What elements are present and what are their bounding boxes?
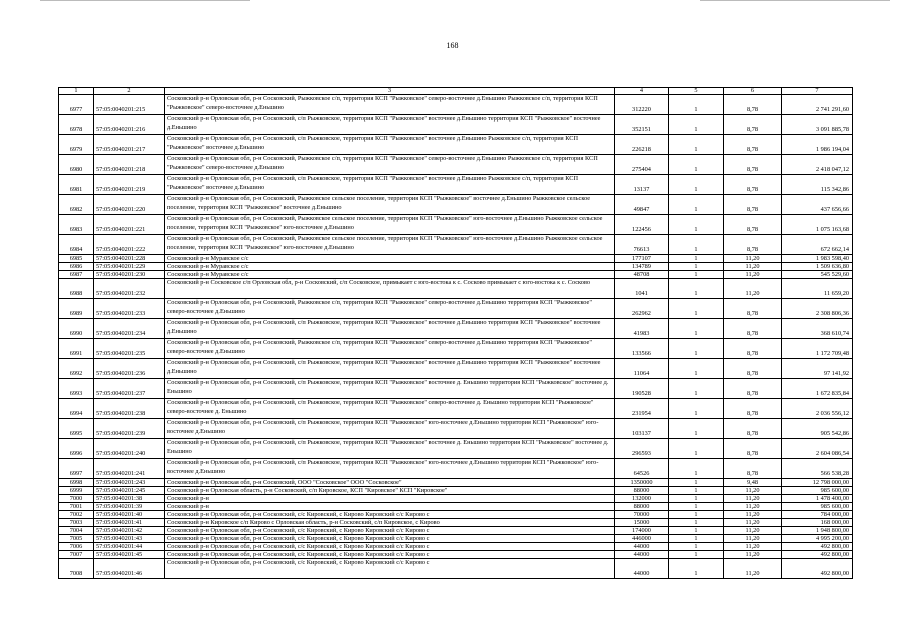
address-cell: Сосковский р-н Орловская обл, р-н Сосковский, с/с Кировский, с Кирово Кировский с/с Кирово с [165, 535, 615, 543]
row-number-cell: 6980 [59, 155, 94, 175]
price-cell: 115 342,86 [782, 175, 853, 195]
row-number-cell: 6990 [59, 319, 94, 339]
area-cell: 231954 [615, 399, 669, 419]
row-number-cell: 7001 [59, 503, 94, 511]
price-cell: 2 604 086,54 [782, 439, 853, 459]
price-cell: 368 610,74 [782, 319, 853, 339]
column-header: 1 [59, 88, 94, 95]
table-row [59, 195, 853, 215]
table-row [59, 135, 853, 155]
cadastral-number-cell: 57:05:0040201:233 [94, 299, 165, 319]
cadastral-number-cell: 57:05:0040201:220 [94, 195, 165, 215]
row-number-cell: 6989 [59, 299, 94, 319]
area-cell: 15000 [615, 519, 669, 527]
table-row [59, 271, 853, 279]
cadastral-number-cell: 57:05:0040201:239 [94, 419, 165, 439]
quantity-cell: 1 [669, 379, 724, 399]
table-row [59, 359, 853, 379]
row-number-cell: 7003 [59, 519, 94, 527]
cadastral-number-cell: 57:05:0040201:217 [94, 135, 165, 155]
row-number-cell: 6979 [59, 135, 94, 155]
cadastral-number-cell: 57:05:0040201:218 [94, 155, 165, 175]
area-cell: 177107 [615, 255, 669, 263]
cadastral-number-cell: 57:05:0040201:44 [94, 543, 165, 551]
row-number-cell: 7008 [59, 559, 94, 579]
area-cell: 352151 [615, 115, 669, 135]
quantity-cell: 1 [669, 299, 724, 319]
quantity-cell: 1 [669, 459, 724, 479]
scan-artifact-line-left [40, 0, 250, 1]
rate-cell: 11,20 [724, 263, 782, 271]
address-cell: Сосковский р-н Сосковское с/п Орловская обл, р-н Сосковский, с/п Сосковское, примыкает с юго-востока к с. Сосково примыкает с юго-востока к с. Сосково [165, 279, 615, 299]
quantity-cell: 1 [669, 175, 724, 195]
quantity-cell: 1 [669, 519, 724, 527]
address-cell: Сосковский р-н Орловская обл, р-н Сосковский, Рыжковское сельское поселение, территория КСП "Рыжковское" восточнее д.Еньшино Рыжковское сельское поселение, территория КСП "Рыжковское" восточнее д.Еньшино [165, 195, 615, 215]
quantity-cell: 1 [669, 195, 724, 215]
table-row [59, 215, 853, 235]
quantity-cell: 1 [669, 551, 724, 559]
quantity-cell: 1 [669, 215, 724, 235]
cadastral-number-cell: 57:05:0040201:43 [94, 535, 165, 543]
area-cell: 275404 [615, 155, 669, 175]
row-number-cell: 7000 [59, 495, 94, 503]
rate-cell: 8,78 [724, 319, 782, 339]
rate-cell: 11,20 [724, 535, 782, 543]
cadastral-number-cell: 57:05:0040201:243 [94, 479, 165, 487]
area-cell: 1350000 [615, 479, 669, 487]
price-cell: 1 948 800,00 [782, 527, 853, 535]
price-cell: 4 995 200,00 [782, 535, 853, 543]
row-number-cell: 6998 [59, 479, 94, 487]
rate-cell: 8,78 [724, 235, 782, 255]
table-header-row [59, 88, 853, 95]
address-cell: Сосковский р-н Орловская обл, р-н Сосковский, с/п Рыжковское, территория КСП "Рыжковское" восточнее д.Еньшино территория КСП "Рыжковское" восточнее д.Еньшино [165, 115, 615, 135]
address-cell: Сосковский р-н Муравское с/с [165, 271, 615, 279]
rate-cell: 8,78 [724, 155, 782, 175]
row-number-cell: 6986 [59, 263, 94, 271]
area-cell: 296593 [615, 439, 669, 459]
area-cell: 13137 [615, 175, 669, 195]
rate-cell: 8,78 [724, 195, 782, 215]
price-cell: 1 509 636,80 [782, 263, 853, 271]
price-cell: 905 542,86 [782, 419, 853, 439]
price-cell: 168 000,00 [782, 519, 853, 527]
address-cell: Сосковский р-н Орловская обл, р-н Сосковский, с/п Рыжковское, территория КСП "Рыжковское" северо-восточнее д. Еньшино территория КСП "Рыжковское" северо-восточнее д. Еньшино [165, 399, 615, 419]
row-number-cell: 6991 [59, 339, 94, 359]
area-cell: 134789 [615, 263, 669, 271]
cadastral-number-cell: 57:05:0040201:238 [94, 399, 165, 419]
rate-cell: 9,48 [724, 479, 782, 487]
row-number-cell: 6987 [59, 271, 94, 279]
column-header: 3 [165, 88, 615, 95]
address-cell: Сосковский р-н Орловская обл, р-н Сосковский, с/п Рыжковское, территория КСП "Рыжковское" восточнее д.Еньшино территория КСП "Рыжковское" восточнее д.Еньшино [165, 319, 615, 339]
address-cell: Сосковский р-н Муравское с/с [165, 263, 615, 271]
cadastral-number-cell: 57:05:0040201:234 [94, 319, 165, 339]
quantity-cell: 1 [669, 439, 724, 459]
price-cell: 672 662,14 [782, 235, 853, 255]
price-cell: 784 000,00 [782, 511, 853, 519]
row-number-cell: 6994 [59, 399, 94, 419]
row-number-cell: 6982 [59, 195, 94, 215]
area-cell: 122456 [615, 215, 669, 235]
table-row [59, 319, 853, 339]
price-cell: 985 600,00 [782, 487, 853, 495]
address-cell: Сосковский р-н Орловская обл, р-н Сосковский, Рыжковское сельское поселение, территория КСП "Рыжковское" юго-восточнее д.Еньшино Рыжковское сельское поселение, территория КСП "Рыжковское" юго-восточнее д.Еньшино [165, 215, 615, 235]
area-cell: 44000 [615, 543, 669, 551]
table-row [59, 339, 853, 359]
rate-cell: 8,78 [724, 175, 782, 195]
address-cell: Сосковский р-н Орловская обл, р-н Сосковский, ООО "Сосковское" ООО "Сосковское" [165, 479, 615, 487]
rate-cell: 11,20 [724, 271, 782, 279]
row-number-cell: 7007 [59, 551, 94, 559]
address-cell: Сосковский р-н Орловская обл, р-н Сосковский, с/с Кировский, с Кирово Кировский с/с Кирово с [165, 543, 615, 551]
address-cell: Сосковский р-н Орловская обл, р-н Сосковский, с/п Рыжковское, территория КСП "Рыжковское" восточнее д.Еньшино Рыжковское с/п, территория КСП "Рыжковское" восточнее д.Еньшино [165, 175, 615, 195]
row-number-cell: 6993 [59, 379, 94, 399]
area-cell: 44000 [615, 559, 669, 579]
rate-cell: 11,20 [724, 487, 782, 495]
price-cell: 566 538,28 [782, 459, 853, 479]
area-cell: 446000 [615, 535, 669, 543]
cadastral-number-cell: 57:05:0040201:245 [94, 487, 165, 495]
table-row [59, 439, 853, 459]
area-cell: 88000 [615, 503, 669, 511]
rate-cell: 8,78 [724, 459, 782, 479]
table-row [59, 527, 853, 535]
price-cell: 985 600,00 [782, 503, 853, 511]
row-number-cell: 6995 [59, 419, 94, 439]
quantity-cell: 1 [669, 339, 724, 359]
quantity-cell: 1 [669, 399, 724, 419]
price-cell: 437 656,66 [782, 195, 853, 215]
cadastral-number-cell: 57:05:0040201:38 [94, 495, 165, 503]
table-row [59, 519, 853, 527]
price-cell: 2 741 291,60 [782, 95, 853, 115]
area-cell: 44000 [615, 551, 669, 559]
table-row [59, 487, 853, 495]
table-row [59, 511, 853, 519]
quantity-cell: 1 [669, 535, 724, 543]
table-row [59, 419, 853, 439]
rate-cell: 8,78 [724, 215, 782, 235]
table-row [59, 459, 853, 479]
row-number-cell: 6996 [59, 439, 94, 459]
price-cell: 12 798 000,00 [782, 479, 853, 487]
cadastral-number-cell: 57:05:0040201:222 [94, 235, 165, 255]
quantity-cell: 1 [669, 115, 724, 135]
table-row [59, 543, 853, 551]
column-header: 2 [94, 88, 165, 95]
rate-cell: 8,78 [724, 135, 782, 155]
area-cell: 41983 [615, 319, 669, 339]
price-cell: 1 983 598,40 [782, 255, 853, 263]
quantity-cell: 1 [669, 279, 724, 299]
row-number-cell: 6984 [59, 235, 94, 255]
table-row [59, 115, 853, 135]
price-cell: 1 075 163,68 [782, 215, 853, 235]
rate-cell: 8,78 [724, 379, 782, 399]
cadastral-number-cell: 57:05:0040201:46 [94, 559, 165, 579]
table-row [59, 299, 853, 319]
area-cell: 1041 [615, 279, 669, 299]
address-cell: Сосковский р-н Орловская область, р-н Сосковский, с/п Кировское, КСП "Кировское" КСП "Кировское" [165, 487, 615, 495]
row-number-cell: 6992 [59, 359, 94, 379]
rate-cell: 11,20 [724, 559, 782, 579]
quantity-cell: 1 [669, 495, 724, 503]
quantity-cell: 1 [669, 487, 724, 495]
table-row [59, 535, 853, 543]
quantity-cell: 1 [669, 479, 724, 487]
address-cell: Сосковский р-н Орловская обл, р-н Сосковский, с/с Кировский, с Кирово Кировский с/с Кирово с [165, 559, 615, 579]
row-number-cell: 6981 [59, 175, 94, 195]
row-number-cell: 7005 [59, 535, 94, 543]
table-row [59, 155, 853, 175]
address-cell: Сосковский р-н Орловская обл, р-н Сосковский, с/с Кировский, с Кирово Кировский с/с Кирово с [165, 527, 615, 535]
quantity-cell: 1 [669, 135, 724, 155]
area-cell: 70000 [615, 511, 669, 519]
row-number-cell: 7004 [59, 527, 94, 535]
address-cell: Сосковский р-н Орловская обл, р-н Сосковский, Рыжковское с/п, территория КСП "Рыжковское" северо-восточнее д.Еньшино Рыжковское с/п, территория КСП "Рыжковское" северо-восточнее д.Еньшино [165, 155, 615, 175]
area-cell: 103137 [615, 419, 669, 439]
price-cell: 1 478 400,00 [782, 495, 853, 503]
address-cell: Сосковский р-н Орловская обл, р-н Сосковский, с/п Рыжковское, территория КСП "Рыжковское" юго-восточнее д.Еньшино территория КСП "Рыжковское" юго-восточнее д.Еньшино [165, 419, 615, 439]
table-row [59, 263, 853, 271]
area-cell: 64526 [615, 459, 669, 479]
rate-cell: 8,78 [724, 299, 782, 319]
table-row [59, 399, 853, 419]
address-cell: Сосковский р-н Орловская обл, р-н Сосковский, с/п Рыжковское, территория КСП "Рыжковское" восточнее д.Еньшино Рыжковское с/п, территория КСП "Рыжковское" восточнее д.Еньшино [165, 135, 615, 155]
cadastral-number-cell: 57:05:0040201:237 [94, 379, 165, 399]
area-cell: 174000 [615, 527, 669, 535]
rate-cell: 8,78 [724, 95, 782, 115]
area-cell: 312220 [615, 95, 669, 115]
cadastral-number-cell: 57:05:0040201:228 [94, 255, 165, 263]
quantity-cell: 1 [669, 319, 724, 339]
address-cell: Сосковский р-н Орловская обл, р-н Сосковский, Рыжковское с/п, территория КСП "Рыжковское" северо-восточнее д.Еньшино территория КСП "Рыжковское" северо-восточнее д.Еньшино [165, 339, 615, 359]
table-row [59, 379, 853, 399]
cadastral-number-cell: 57:05:0040201:41 [94, 519, 165, 527]
address-cell: Сосковский р-н Кировское с/п Кирово с Орловская область, р-н Сосковский, с/п Кировское, с Кирово [165, 519, 615, 527]
quantity-cell: 1 [669, 155, 724, 175]
table-row [59, 503, 853, 511]
quantity-cell: 1 [669, 255, 724, 263]
quantity-cell: 1 [669, 235, 724, 255]
rate-cell: 8,78 [724, 439, 782, 459]
table-row [59, 95, 853, 115]
cadastral-number-cell: 57:05:0040201:236 [94, 359, 165, 379]
address-cell: Сосковский р-н Орловская обл, р-н Сосковский, Рыжковское с/п, территория КСП "Рыжковское" северо-восточнее д.Еньшино Рыжковское с/п, территория КСП "Рыжковское" северо-восточнее д.Еньшино [165, 95, 615, 115]
cadastral-number-cell: 57:05:0040201:221 [94, 215, 165, 235]
address-cell: Сосковский р-н Орловская обл, р-н Сосковский, с/п Рыжковское, территория КСП "Рыжковское" восточнее д.Еньшино территория КСП "Рыжковское" восточнее д.Еньшино [165, 359, 615, 379]
cadastral-number-cell: 57:05:0040201:45 [94, 551, 165, 559]
rate-cell: 11,20 [724, 527, 782, 535]
address-cell: Сосковский р-н [165, 503, 615, 511]
column-header: 4 [615, 88, 669, 95]
cadastral-number-cell: 57:05:0040201:230 [94, 271, 165, 279]
page-number: 168 [446, 41, 459, 50]
rate-cell: 11,20 [724, 279, 782, 299]
row-number-cell: 6983 [59, 215, 94, 235]
address-cell: Сосковский р-н Орловская обл, р-н Сосковский, с/с Кировский, с Кирово Кировский с/с Кирово с [165, 551, 615, 559]
quantity-cell: 1 [669, 543, 724, 551]
rate-cell: 8,78 [724, 359, 782, 379]
rate-cell: 11,20 [724, 255, 782, 263]
address-cell: Сосковский р-н [165, 495, 615, 503]
cadastral-number-cell: 57:05:0040201:241 [94, 459, 165, 479]
column-header: 6 [724, 88, 782, 95]
price-cell: 3 091 885,78 [782, 115, 853, 135]
price-cell: 492 800,00 [782, 551, 853, 559]
rate-cell: 8,78 [724, 419, 782, 439]
table-row [59, 175, 853, 195]
quantity-cell: 1 [669, 271, 724, 279]
rate-cell: 11,20 [724, 495, 782, 503]
table-row [59, 551, 853, 559]
area-cell: 88000 [615, 487, 669, 495]
price-cell: 2 418 047,12 [782, 155, 853, 175]
table-row [59, 559, 853, 579]
scan-artifact-line-right [700, 0, 890, 1]
quantity-cell: 1 [669, 559, 724, 579]
cadastral-number-cell: 57:05:0040201:42 [94, 527, 165, 535]
price-cell: 1 672 835,84 [782, 379, 853, 399]
table-row [59, 235, 853, 255]
row-number-cell: 6988 [59, 279, 94, 299]
area-cell: 262962 [615, 299, 669, 319]
address-cell: Сосковский р-н Орловская обл, р-н Сосковский, Рыжковское сельское поселение, территория КСП "Рыжковское" юго-восточнее д.Еньшино Рыжковское сельское поселение, территория КСП "Рыжковское" юго-восточнее д.Еньшино [165, 235, 615, 255]
rate-cell: 11,20 [724, 551, 782, 559]
cadastral-number-cell: 57:05:0040201:235 [94, 339, 165, 359]
area-cell: 11064 [615, 359, 669, 379]
price-cell: 2 308 806,36 [782, 299, 853, 319]
cadastral-number-cell: 57:05:0040201:232 [94, 279, 165, 299]
row-number-cell: 6999 [59, 487, 94, 495]
row-number-cell: 6985 [59, 255, 94, 263]
address-cell: Сосковский р-н Орловская обл, р-н Сосковский, с/п Рыжковское, территория КСП "Рыжковское" восточнее д. Еньшино территория КСП "Рыжковское" восточнее д. Еньшино [165, 439, 615, 459]
rate-cell: 11,20 [724, 543, 782, 551]
rate-cell: 11,20 [724, 503, 782, 511]
quantity-cell: 1 [669, 419, 724, 439]
cadastral-number-cell: 57:05:0040201:39 [94, 503, 165, 511]
quantity-cell: 1 [669, 263, 724, 271]
quantity-cell: 1 [669, 503, 724, 511]
quantity-cell: 1 [669, 527, 724, 535]
cadastral-number-cell: 57:05:0040201:219 [94, 175, 165, 195]
column-header: 5 [669, 88, 724, 95]
quantity-cell: 1 [669, 359, 724, 379]
address-cell: Сосковский р-н Орловская обл, р-н Сосковский, с/п Рыжковское, территория КСП "Рыжковское" восточнее д. Еньшино территория КСП "Рыжковское" восточнее д. Еньшино [165, 379, 615, 399]
cadastral-number-cell: 57:05:0040201:229 [94, 263, 165, 271]
row-number-cell: 6997 [59, 459, 94, 479]
column-header: 7 [782, 88, 853, 95]
area-cell: 133566 [615, 339, 669, 359]
row-number-cell: 6978 [59, 115, 94, 135]
area-cell: 132000 [615, 495, 669, 503]
area-cell: 76613 [615, 235, 669, 255]
rate-cell: 8,78 [724, 115, 782, 135]
cadastral-number-cell: 57:05:0040201:40 [94, 511, 165, 519]
rate-cell: 8,78 [724, 339, 782, 359]
address-cell: Сосковский р-н Орловская обл, р-н Сосковский, Рыжковское с/п, территория КСП "Рыжковское" северо-восточнее д.Еньшино территория КСП "Рыжковское" северо-восточнее д.Еньшино [165, 299, 615, 319]
price-cell: 545 529,60 [782, 271, 853, 279]
land-plots-table [58, 87, 853, 579]
area-cell: 190528 [615, 379, 669, 399]
table-row [59, 255, 853, 263]
address-cell: Сосковский р-н Муравское с/с [165, 255, 615, 263]
table-row [59, 495, 853, 503]
area-cell: 49847 [615, 195, 669, 215]
price-cell: 1 986 194,04 [782, 135, 853, 155]
address-cell: Сосковский р-н Орловская обл, р-н Сосковский, с/с Кировский, с Кирово Кировский с/с Кирово с [165, 511, 615, 519]
area-cell: 226218 [615, 135, 669, 155]
cadastral-number-cell: 57:05:0040201:240 [94, 439, 165, 459]
address-cell: Сосковский р-н Орловская обл, р-н Сосковский, с/п Рыжковское, территория КСП "Рыжковское" юго-восточнее д.Еньшино территория КСП "Рыжковское" юго-восточнее д.Еньшино [165, 459, 615, 479]
rate-cell: 11,20 [724, 511, 782, 519]
row-number-cell: 7006 [59, 543, 94, 551]
price-cell: 2 036 556,12 [782, 399, 853, 419]
cadastral-number-cell: 57:05:0040201:216 [94, 115, 165, 135]
quantity-cell: 1 [669, 95, 724, 115]
price-cell: 492 800,00 [782, 543, 853, 551]
price-cell: 97 141,92 [782, 359, 853, 379]
price-cell: 1 172 709,48 [782, 339, 853, 359]
quantity-cell: 1 [669, 511, 724, 519]
area-cell: 48708 [615, 271, 669, 279]
price-cell: 492 800,00 [782, 559, 853, 579]
cadastral-number-cell: 57:05:0040201:215 [94, 95, 165, 115]
rate-cell: 8,78 [724, 399, 782, 419]
price-cell: 11 659,20 [782, 279, 853, 299]
row-number-cell: 7002 [59, 511, 94, 519]
rate-cell: 11,20 [724, 519, 782, 527]
table-row [59, 279, 853, 299]
row-number-cell: 6977 [59, 95, 94, 115]
table-row [59, 479, 853, 487]
